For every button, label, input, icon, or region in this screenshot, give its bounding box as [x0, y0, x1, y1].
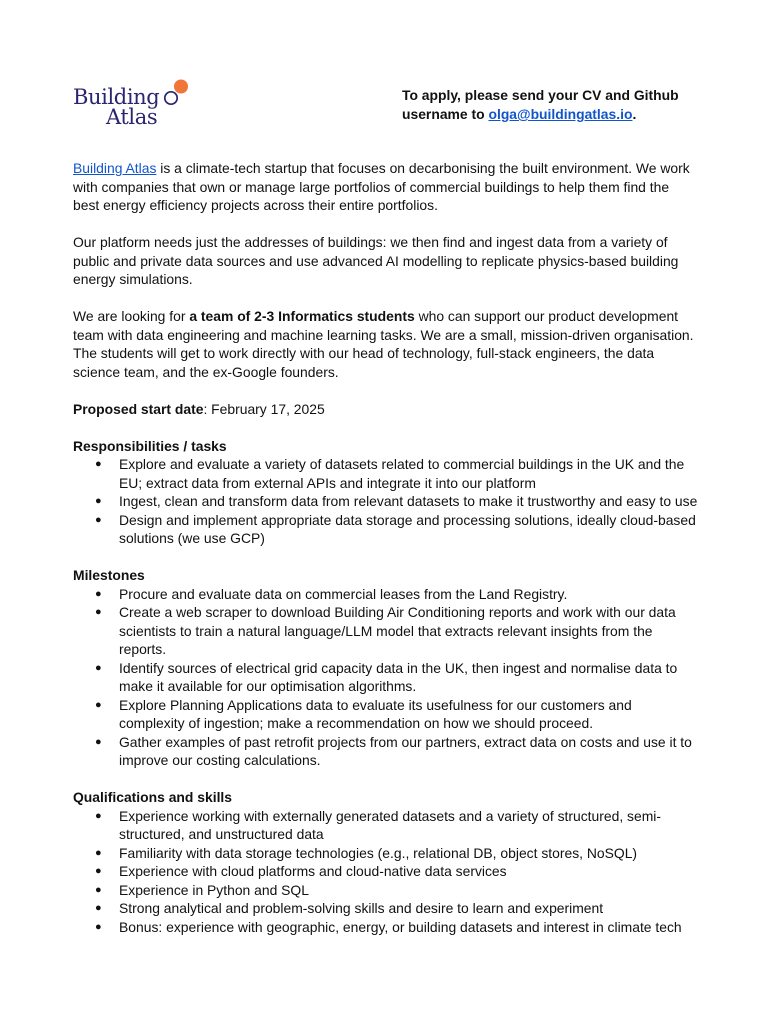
looking-suffix: who can support our product development team with data engineering and machine learning tasks. We are a small, mission-driven organisation. The students will get to work directly with our head of technology, full-stack engineers, the data science team, and the ex-Google founders.	[73, 308, 694, 380]
list-item-text: Gather examples of past retrofit projects from our partners, extract data on costs and use it to improve our costing calculations.	[119, 733, 692, 768]
bullet-icon: ●	[95, 458, 102, 470]
bullet-icon: ●	[95, 606, 102, 618]
list-item-text: Procure and evaluate data on commercial leases from the Land Registry.	[119, 585, 568, 602]
bullet-icon: ●	[95, 587, 102, 600]
job-description	[73, 159, 698, 955]
bullet-icon: ●	[95, 698, 102, 711]
list-item	[73, 733, 698, 770]
responsibilities-heading: Responsibilities / tasks	[73, 437, 227, 454]
bullet-icon: ●	[95, 735, 102, 748]
apply-email-link[interactable]: olga@buildingatlas.io	[488, 106, 633, 122]
list-item	[73, 862, 698, 881]
list-item	[73, 844, 698, 863]
list-item-text: Identify sources of electrical grid capacity data in the UK, then ingest and normalise data to make it available for our optimisation algorithms.	[119, 659, 678, 694]
list-item-text: Experience with cloud platforms and cloud-native data services	[119, 863, 507, 879]
company-link[interactable]: Building Atlas	[73, 160, 157, 176]
qualifications-heading: Qualifications and skills	[73, 789, 233, 805]
start-date-line	[73, 400, 698, 419]
start-date-value: : February 17, 2025	[203, 400, 325, 417]
looking-prefix: We are looking for	[73, 308, 190, 324]
start-date-label: Proposed start date	[73, 400, 204, 417]
list-item-text: Strong analytical and problem-solving skills and desire to learn and experiment	[119, 900, 604, 916]
list-item	[73, 603, 698, 659]
bullet-icon: ●	[95, 495, 102, 507]
logo-wordmark-line2: Atlas	[106, 105, 158, 129]
list-item-text: Explore and evaluate a variety of datasets related to commercial buildings in the UK and the EU; extract data from external APIs and integrate it into our platform	[119, 456, 685, 491]
list-item	[73, 511, 698, 548]
apply-suffix: .	[632, 106, 637, 122]
list-item-text: Design and implement appropriate data storage and processing solutions, ideally cloud-based solutions (we use GCP)	[119, 511, 696, 546]
team-size-highlight: a team of 2-3 Informatics students	[189, 308, 415, 324]
logo-ring-icon	[162, 78, 194, 108]
list-item	[73, 659, 698, 696]
platform-paragraph: Our platform needs just the addresses of buildings: we then find and ingest data from a variety of public and private data sources and use advanced AI modelling to replicate physics-based building energy simulations.	[73, 234, 679, 287]
looking-paragraph	[73, 307, 698, 381]
list-item	[73, 455, 698, 492]
bullet-icon: ●	[95, 513, 102, 526]
bullet-icon: ●	[95, 920, 102, 933]
bullet-icon: ●	[95, 865, 102, 877]
list-item-text: Create a web scraper to download Building Air Conditioning reports and work with our data scientists to train a natural language/LLM model that extracts relevant insights from the reports.	[119, 604, 676, 657]
milestones-heading: Milestones	[73, 567, 145, 583]
bullet-icon: ●	[95, 883, 102, 896]
list-item-text: Ingest, clean and transform data from relevant datasets to make it trustworthy and easy to use	[119, 493, 698, 509]
intro-paragraph	[73, 159, 698, 215]
list-item	[73, 696, 698, 733]
list-item	[73, 899, 698, 918]
list-item	[73, 881, 698, 900]
responsibilities-list	[73, 455, 698, 548]
list-item-text: Explore Planning Applications data to evaluate its usefulness for our customers and complexity of ingestion; make a recommendation on how we should proceed.	[119, 696, 632, 731]
logo-wordmark-line1: Building	[73, 85, 160, 109]
list-item-text: Experience working with externally generated datasets and a variety of structured, semi-structured, and unstructured data	[119, 807, 662, 842]
list-item-text: Experience in Python and SQL	[119, 881, 309, 898]
bullet-icon: ●	[95, 846, 102, 859]
bullet-icon: ●	[95, 809, 102, 822]
bullet-icon: ●	[95, 902, 102, 914]
list-item-text: Familiarity with data storage technologies (e.g., relational DB, object stores, NoSQL)	[119, 844, 638, 861]
intro-text: is a climate-tech startup that focuses on decarbonising the built environment. We work with companies that own or manage large portfolios of commercial buildings to help them find the best energy efficiency projects across their entire portfolios.	[73, 160, 690, 213]
list-item	[73, 585, 698, 604]
list-item	[73, 492, 698, 511]
list-item	[73, 807, 698, 844]
list-item	[73, 918, 698, 937]
list-item-text: Bonus: experience with geographic, energy, or building datasets and interest in climate tech	[119, 918, 682, 935]
qualifications-list	[73, 807, 698, 937]
bullet-icon: ●	[95, 661, 102, 674]
milestones-list	[73, 585, 698, 770]
apply-instructions	[402, 86, 702, 124]
building-atlas-logo	[73, 78, 198, 130]
apply-prefix: To apply, please send your CV and Github username to	[402, 87, 679, 122]
